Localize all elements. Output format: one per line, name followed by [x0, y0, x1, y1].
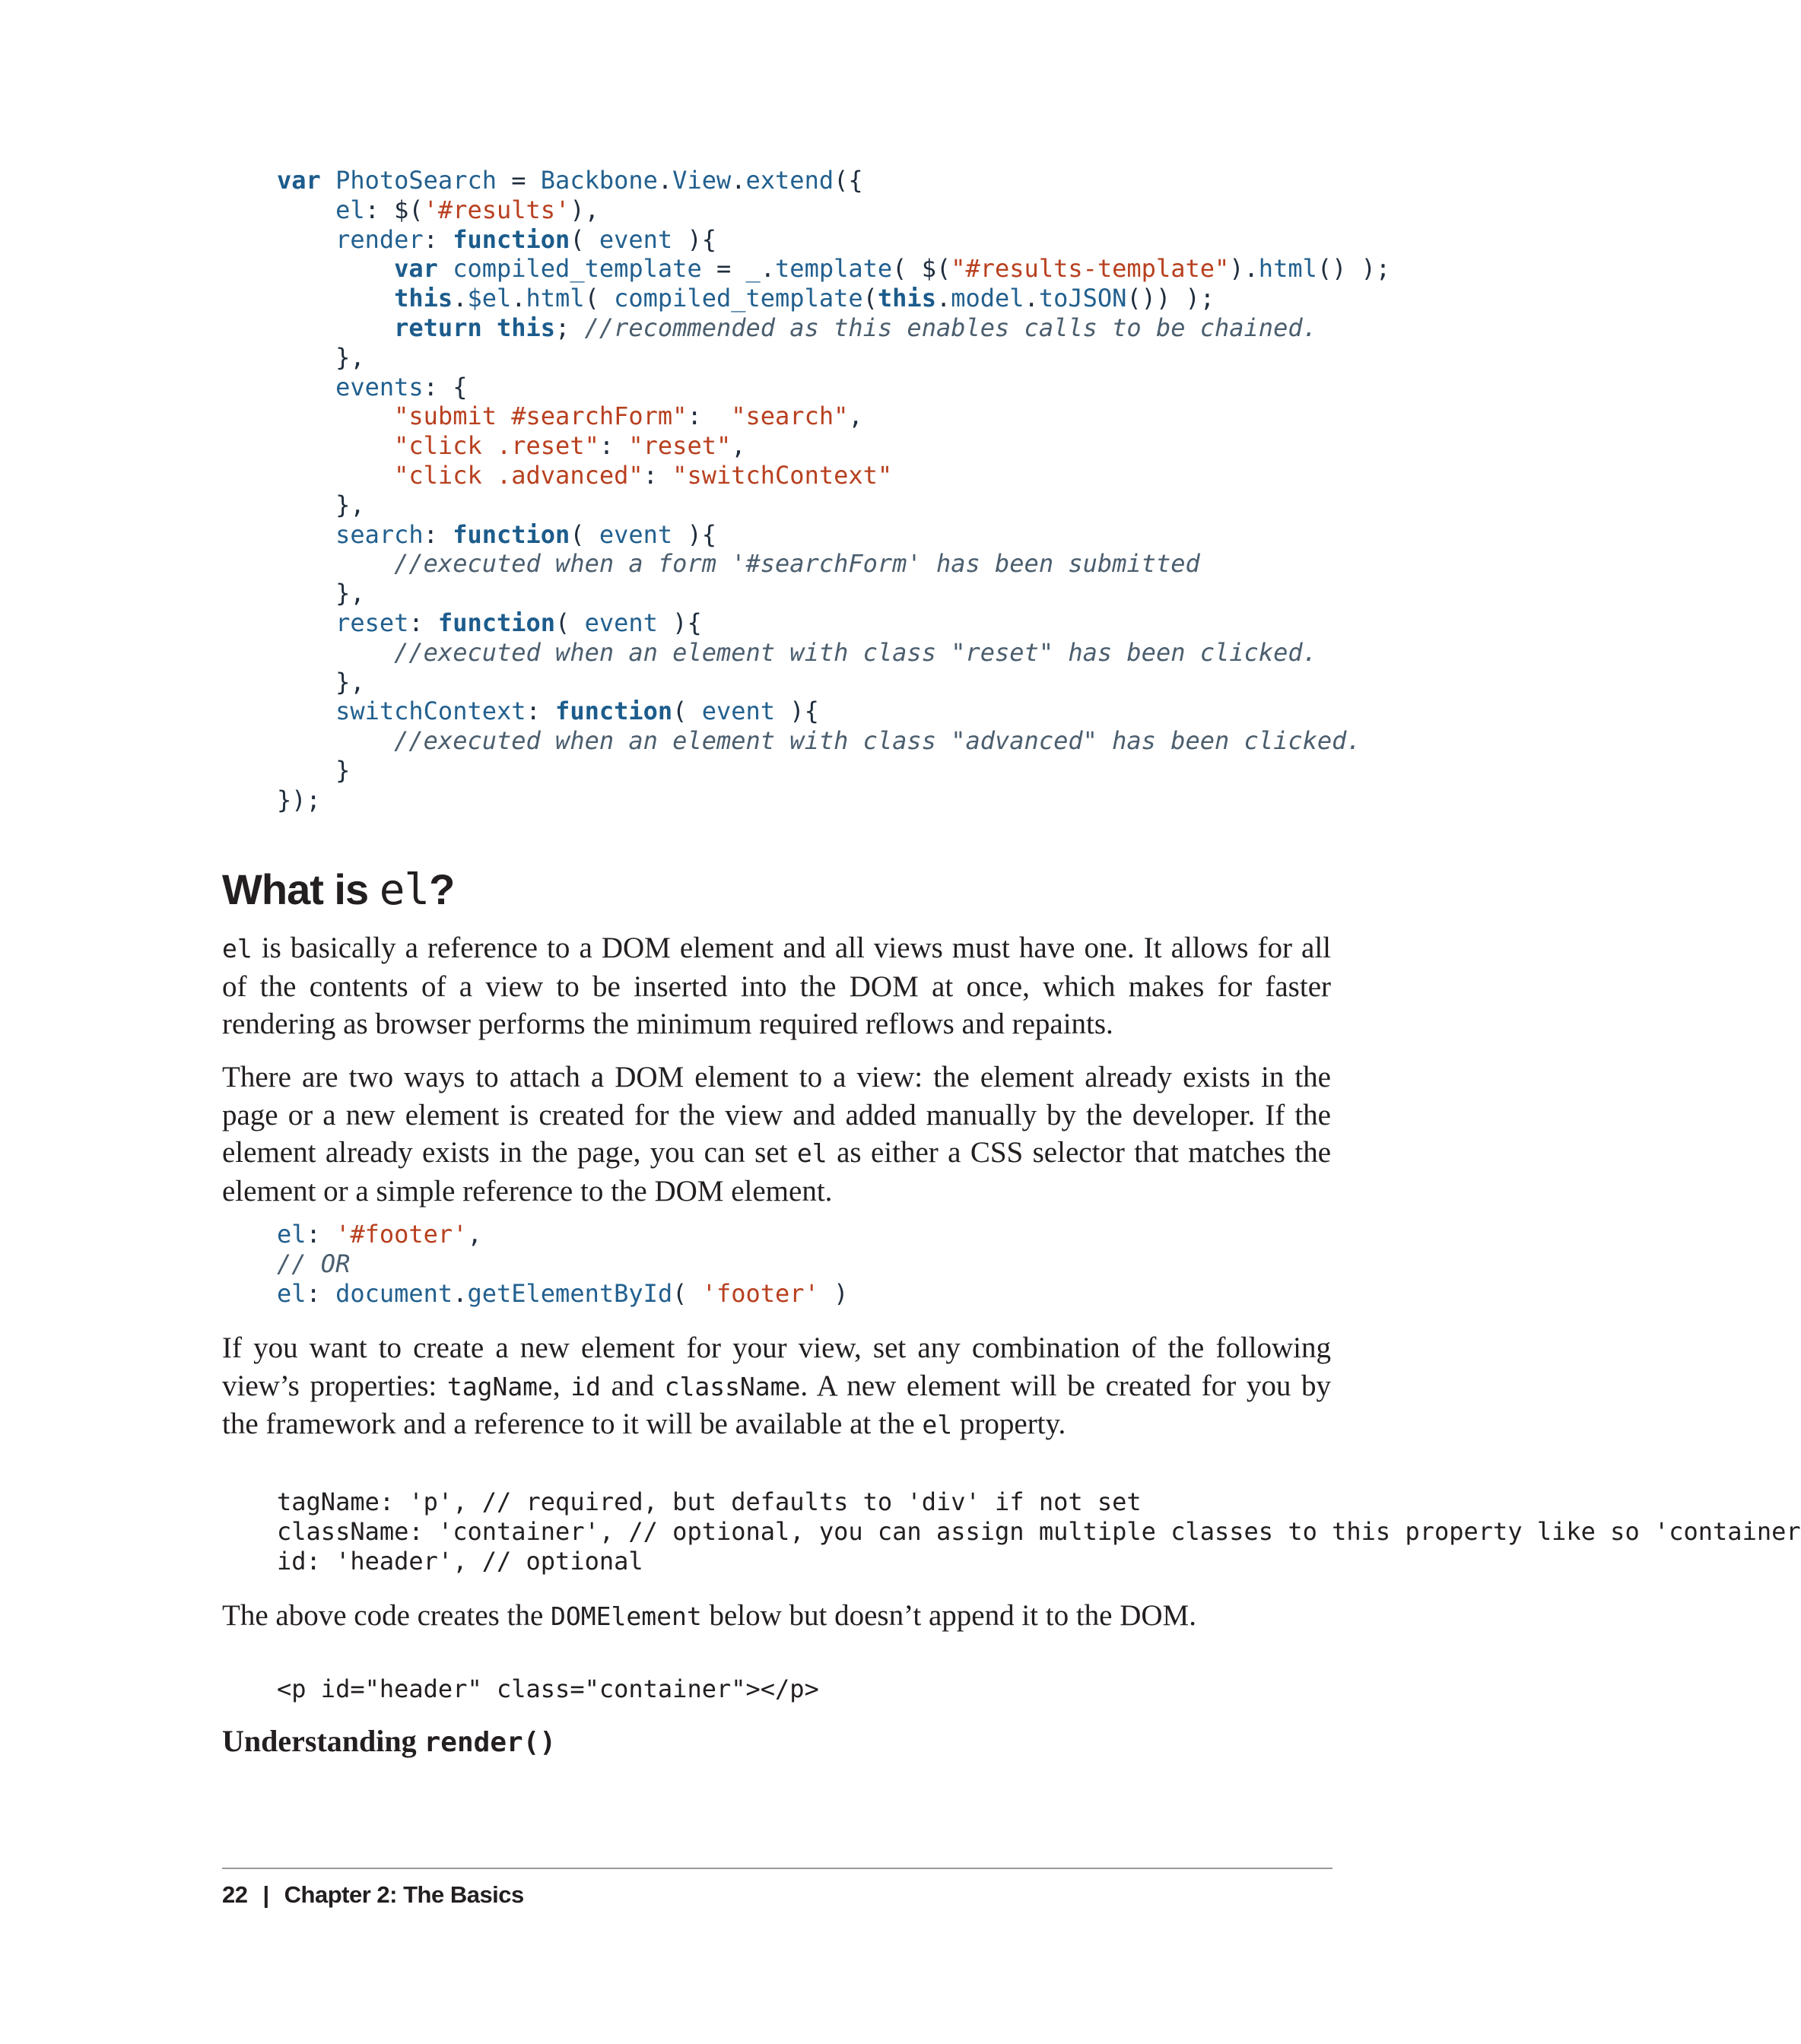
code-token: el	[335, 195, 365, 224]
code-token: tagName: 'p', // required, but defaults to 'div' if not set	[277, 1487, 1142, 1516]
code-token: '#results'	[423, 195, 570, 224]
code-token: =	[496, 166, 541, 195]
code-token: el	[277, 1220, 307, 1249]
code-line	[277, 461, 892, 490]
code-token: var	[394, 254, 438, 284]
code-line	[277, 1517, 1801, 1546]
code-token: event	[701, 697, 776, 726]
paragraph-text: ,	[552, 1369, 571, 1402]
code-token: ({	[834, 166, 863, 195]
subheading-code: render()	[424, 1727, 557, 1758]
code-line	[277, 1674, 819, 1703]
code-token: ),	[570, 195, 599, 224]
code-token: )	[818, 1278, 849, 1308]
inline-code-el: el	[222, 934, 253, 963]
paragraph-text: below but doesn’t append it to the DOM.	[701, 1599, 1196, 1632]
code-line	[277, 638, 1317, 667]
code-token: "search"	[731, 402, 849, 431]
code-token: :	[526, 697, 556, 726]
inline-code-domelement: DOMElement	[551, 1601, 702, 1631]
code-token	[277, 373, 335, 402]
code-token	[482, 313, 497, 342]
code-token: var	[277, 166, 321, 195]
code-token: :	[423, 224, 453, 254]
code-token: html	[1258, 254, 1317, 284]
subsection-heading	[222, 1720, 556, 1764]
code-token: :	[687, 402, 732, 431]
code-token: 'footer'	[701, 1278, 819, 1308]
code-line	[277, 166, 863, 195]
code-token: },	[277, 667, 365, 697]
code-token: (	[672, 697, 702, 726]
paragraph-text: property.	[952, 1408, 1066, 1440]
code-line	[277, 431, 746, 460]
code-line	[277, 343, 365, 372]
code-token: ,	[848, 402, 863, 431]
paragraph-domelement	[222, 1597, 1331, 1636]
code-token	[277, 284, 394, 313]
code-token: this	[877, 284, 936, 313]
paragraph-text: There are two ways to attach a DOM element to a view: the element already exists in the page or a new element is created for the view and added manually by the developer. If the element already exists in the page, you can set	[222, 1061, 1331, 1169]
code-token: ){	[672, 519, 716, 549]
code-token: switchContext	[335, 697, 526, 726]
code-token: (	[862, 284, 878, 313]
code-token	[277, 638, 394, 667]
code-token: ( $(	[892, 254, 951, 284]
code-token: function	[453, 224, 570, 254]
heading-code: el	[379, 865, 430, 915]
code-line	[277, 195, 599, 224]
code-token: ){	[775, 697, 819, 726]
inline-code-el: el	[796, 1138, 827, 1168]
code-line	[277, 373, 467, 402]
code-token: });	[277, 785, 321, 814]
code-token	[277, 608, 335, 637]
code-token	[277, 726, 394, 755]
code-token: extend	[745, 166, 834, 195]
code-token: //executed when an element with class "advanced" has been clicked.	[394, 726, 1361, 756]
code-token: function	[453, 519, 570, 549]
code-token: ,	[467, 1220, 482, 1249]
code-token	[277, 431, 394, 460]
code-token: View	[672, 166, 732, 195]
code-token: //recommended as this enables calls to be chained.	[584, 313, 1317, 342]
paragraph-text: as either a CSS selector that matches the element or a simple reference to the DOM element.	[222, 1136, 1332, 1208]
code-token: .	[657, 166, 673, 195]
code-line	[277, 313, 1317, 342]
code-block-html-output	[277, 1674, 819, 1704]
code-token: .	[731, 166, 746, 195]
code-token: ){	[657, 608, 702, 637]
code-line	[277, 1547, 643, 1576]
code-line	[277, 254, 1390, 283]
code-token: (	[555, 608, 585, 637]
code-token: //executed when a form '#searchForm' has been submitted	[394, 549, 1200, 579]
code-token: .	[453, 1278, 468, 1308]
paragraph-text: If you want to create a new element for your view, set any combination of the following view’s properties:	[222, 1331, 1331, 1402]
code-token: return	[394, 313, 482, 342]
code-token: =	[701, 254, 746, 284]
code-token: .	[511, 284, 526, 313]
code-token: .	[760, 254, 776, 284]
code-token	[277, 697, 335, 725]
code-token: '#footer'	[335, 1220, 468, 1249]
code-token: event	[584, 608, 658, 637]
code-token: (	[570, 519, 599, 549]
code-token: :	[599, 431, 629, 461]
code-line	[277, 1487, 1142, 1516]
code-token: ;	[555, 313, 585, 342]
code-token	[277, 313, 394, 342]
section-heading	[222, 859, 454, 921]
code-token: _	[745, 254, 761, 284]
code-line	[277, 284, 1215, 313]
code-token: "#results-template"	[951, 254, 1230, 284]
paragraph-el-definition	[222, 929, 1331, 1043]
subheading-text: Understanding	[222, 1724, 424, 1758]
code-token: render	[335, 224, 424, 254]
code-line	[277, 1220, 482, 1249]
code-token: compiled_template	[453, 254, 702, 284]
code-token: model	[951, 284, 1024, 313]
paragraph-new-element	[222, 1329, 1331, 1444]
footer-divider	[222, 1868, 1332, 1869]
heading-text: What is	[222, 865, 380, 913]
paragraph-text: The above code creates the	[222, 1599, 551, 1632]
code-token: : {	[423, 372, 468, 402]
code-token: : $(	[364, 195, 424, 224]
code-line	[277, 490, 365, 519]
page-footer	[222, 1877, 524, 1913]
code-token: },	[277, 579, 365, 608]
code-token: $el	[467, 284, 512, 313]
code-line	[277, 520, 716, 549]
code-token: html	[526, 284, 585, 313]
code-token: events	[335, 372, 424, 402]
code-token: "click .advanced"	[394, 460, 643, 490]
paragraph-text: and	[601, 1369, 665, 1402]
code-line	[277, 1249, 350, 1278]
code-line	[277, 579, 365, 608]
paragraph-text: is basically a reference to a DOM element and all views must have one. It allows for all of the contents of a view to be inserted into the DOM at once, which makes for faster rendering as browser performs the minimum required reflows and repaints.	[222, 932, 1331, 1040]
code-token: }	[277, 755, 351, 785]
code-token: getElementById	[467, 1278, 673, 1308]
code-token: .	[935, 284, 951, 313]
code-line	[277, 225, 716, 254]
code-token: ).	[1229, 254, 1259, 284]
code-token: "submit #searchForm"	[394, 402, 688, 431]
code-token: :	[643, 460, 673, 490]
code-token: // OR	[277, 1249, 351, 1278]
code-line	[277, 786, 321, 814]
code-line	[277, 402, 863, 430]
code-token	[277, 520, 335, 549]
code-token: function	[437, 608, 556, 637]
code-token: //executed when an element with class "reset" has been clicked.	[394, 637, 1317, 667]
code-token: search	[335, 519, 424, 549]
code-line	[277, 1279, 848, 1308]
code-token: :	[306, 1278, 336, 1308]
code-token: "switchContext"	[672, 460, 893, 490]
code-token	[277, 461, 394, 490]
code-block-el-examples	[277, 1220, 848, 1308]
code-block-photosearch-view	[277, 166, 1390, 815]
code-token: el	[277, 1278, 307, 1308]
inline-code-tagname: tagName	[446, 1371, 553, 1401]
chapter-title: Chapter 2: The Basics	[284, 1881, 524, 1908]
code-token: "reset"	[628, 431, 732, 461]
code-line	[277, 756, 350, 785]
code-line	[277, 726, 1361, 755]
code-line	[277, 697, 819, 725]
paragraph-attach-element	[222, 1058, 1331, 1210]
paragraph-text: . A new element will be created for you by the framework and a reference to it will be available at the	[222, 1369, 1332, 1440]
code-token: function	[555, 697, 673, 726]
code-token: event	[599, 519, 673, 549]
code-token	[277, 549, 394, 578]
inline-code-el: el	[922, 1410, 953, 1439]
code-token: :	[306, 1220, 336, 1249]
code-token: ,	[731, 431, 746, 461]
code-token: () );	[1317, 254, 1391, 284]
code-token: this	[394, 284, 453, 313]
code-token: compiled_template	[614, 284, 863, 313]
code-token	[277, 195, 335, 224]
code-token: "click .reset"	[394, 431, 599, 461]
code-token: :	[423, 519, 453, 549]
code-token	[321, 166, 335, 195]
code-token: },	[277, 342, 365, 372]
code-token: },	[277, 490, 365, 519]
footer-separator: |	[262, 1881, 269, 1908]
code-line	[277, 549, 1200, 578]
code-line	[277, 608, 702, 637]
code-token: PhotoSearch	[335, 166, 497, 195]
page-number: 22	[222, 1881, 248, 1908]
code-token: <p id="header" class="container"></p>	[277, 1674, 819, 1703]
code-token: id: 'header', // optional	[277, 1546, 643, 1576]
inline-code-classname: className	[664, 1371, 801, 1401]
code-token: this	[496, 313, 556, 342]
code-token: ()) );	[1126, 284, 1215, 313]
code-token: template	[775, 254, 893, 284]
code-token: event	[599, 224, 673, 254]
code-token: :	[408, 608, 438, 637]
code-token	[438, 254, 453, 283]
code-token: (	[672, 1278, 702, 1308]
code-token	[277, 254, 394, 283]
code-token	[277, 225, 335, 254]
code-token	[277, 402, 394, 430]
code-token: className: 'container', // optional, you can assign multiple classes to this property like so 'container	[277, 1516, 1801, 1546]
inline-code-id: id	[570, 1371, 602, 1401]
code-token: reset	[335, 608, 409, 637]
code-token: Backbone	[540, 166, 658, 195]
code-token: ){	[672, 224, 716, 254]
code-token: document	[335, 1278, 453, 1308]
code-token: toJSON	[1038, 284, 1127, 313]
heading-suffix: ?	[429, 865, 455, 913]
code-block-view-properties	[277, 1487, 1801, 1576]
code-token: .	[1024, 284, 1039, 313]
code-token: .	[453, 284, 468, 313]
code-token: (	[570, 224, 599, 254]
code-token: (	[584, 284, 615, 313]
code-line	[277, 668, 365, 697]
